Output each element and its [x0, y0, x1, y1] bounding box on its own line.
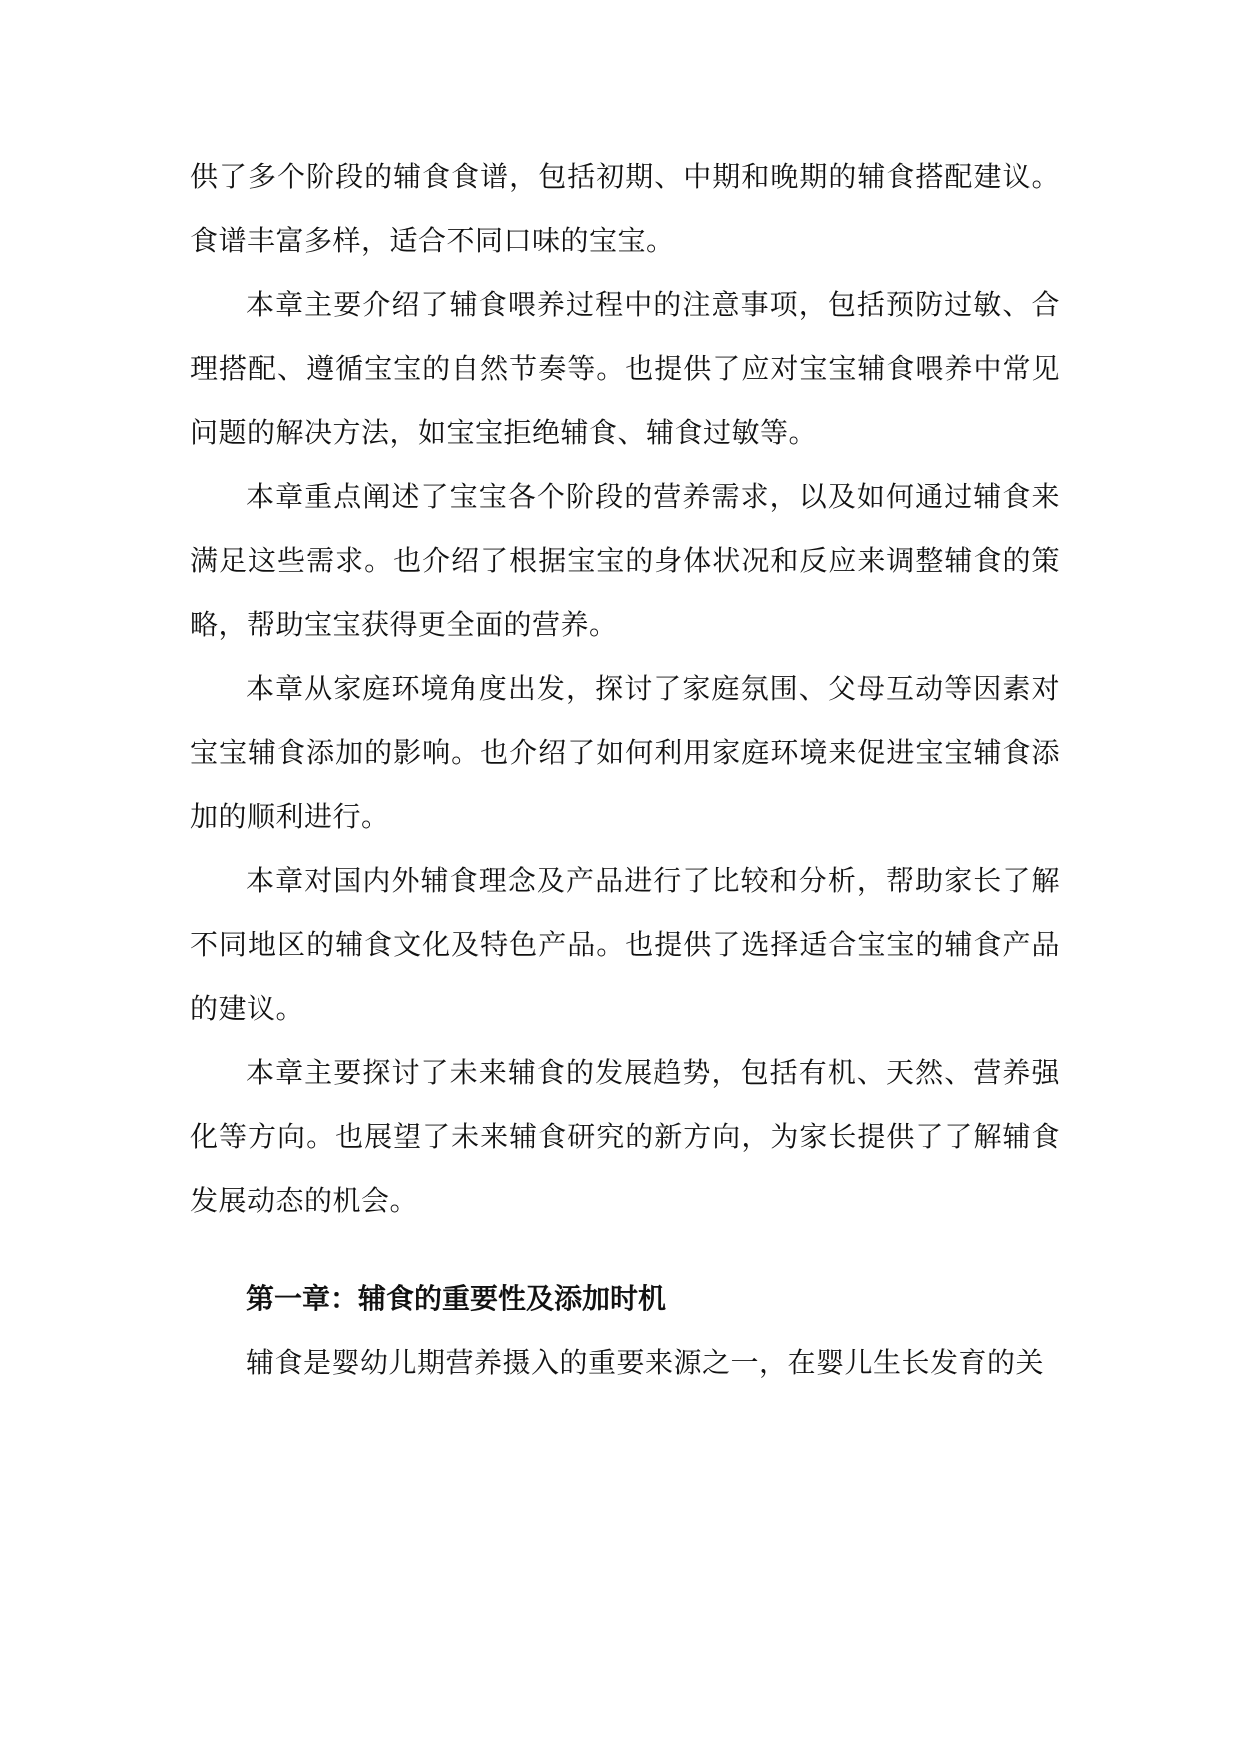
paragraph-domestic-foreign: 本章对国内外辅食理念及产品进行了比较和分析，帮助家长了解不同地区的辅食文化及特色产品。也提供了选择适合宝宝的辅食产品的建议。: [190, 864, 1060, 1025]
chapter-heading: 第一章：辅食的重要性及添加时机: [246, 1282, 667, 1315]
paragraph-future-trends: 本章主要探讨了未来辅食的发展趋势，包括有机、天然、营养强化等方向。也展望了未来辅食研究的新方向，为家长提供了了解辅食发展动态的机会。: [190, 1056, 1060, 1217]
paragraph-feeding-notes: 本章主要介绍了辅食喂养过程中的注意事项，包括预防过敏、合理搭配、遵循宝宝的自然节奏等。也提供了应对宝宝辅食喂养中常见问题的解决方法，如宝宝拒绝辅食、辅食过敏等。: [190, 288, 1060, 449]
paragraph-chapter-intro: 辅食是婴幼儿期营养摄入的重要来源之一，在婴儿生长发育的关: [246, 1346, 1045, 1379]
page-content: [190, 145, 1060, 1395]
paragraph-family-environment: 本章从家庭环境角度出发，探讨了家庭氛围、父母互动等因素对宝宝辅食添加的影响。也介绍了如何利用家庭环境来促进宝宝辅食添加的顺利进行。: [190, 672, 1060, 833]
paragraph-nutrition-needs: 本章重点阐述了宝宝各个阶段的营养需求，以及如何通过辅食来满足这些需求。也介绍了根据宝宝的身体状况和反应来调整辅食的策略，帮助宝宝获得更全面的营养。: [190, 480, 1060, 641]
paragraph-recipes: 供了多个阶段的辅食食谱，包括初期、中期和晚期的辅食搭配建议。食谱丰富多样，适合不同口味的宝宝。: [190, 160, 1060, 257]
